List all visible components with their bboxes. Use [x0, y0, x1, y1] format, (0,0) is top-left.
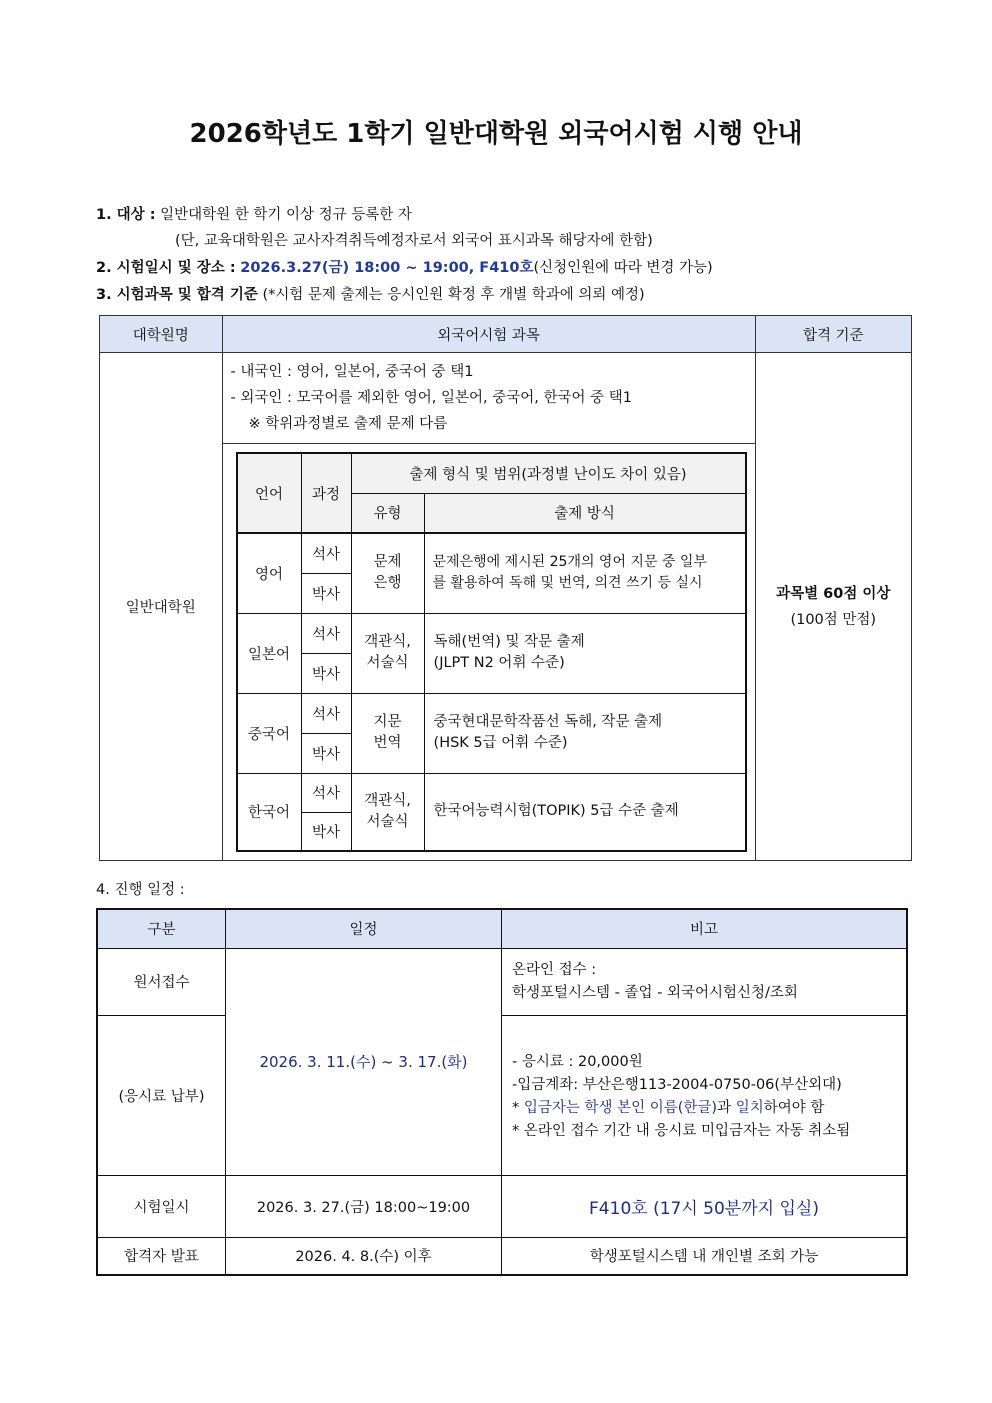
method-line: (HSK 5급 어휘 수준) [433, 735, 568, 751]
exam-remark: F410호 (17시 50분까지 입실) [502, 1175, 908, 1237]
section-1 [96, 203, 412, 224]
type-line: 객관식, [364, 634, 411, 650]
method-line: 문제은행에 제시된 25개의 영어 지문 중 일부 [432, 554, 707, 571]
type-line: 서술식 [366, 813, 409, 830]
page-title: 2026학년도 1학기 일반대학원 외국어시험 시행 안내 [189, 119, 803, 149]
section-2 [96, 256, 713, 277]
course-master: 석사 [301, 613, 351, 653]
type-line: 지문 [373, 714, 402, 730]
rule-prefix: * [512, 1100, 524, 1116]
lang-english: 영어 [237, 533, 302, 613]
fee-name-rule [512, 1097, 896, 1120]
type-line: 은행 [373, 575, 402, 592]
method-chinese [424, 693, 746, 773]
inner-header-lang: 언어 [237, 453, 302, 533]
type-chinese [351, 693, 424, 773]
school-name: 일반대학원 [100, 353, 223, 861]
subjects-table [99, 315, 912, 861]
result-date: 2026. 4. 8.(수) 이후 [226, 1237, 502, 1275]
section-3 [96, 283, 645, 304]
method-korean [424, 773, 746, 851]
type-english [351, 533, 424, 613]
lang-korean: 한국어 [237, 773, 302, 851]
section-1-text: 일반대학원 한 학기 이상 정규 등록한 자 [160, 207, 412, 223]
section-2-label: 2. 시험일시 및 장소 : [96, 260, 236, 276]
schedule-header-category: 구분 [97, 909, 226, 948]
header-school: 대학원명 [100, 316, 223, 353]
fee-cancel-note: * 온라인 접수 기간 내 응시료 미입금자는 자동 취소됨 [512, 1123, 851, 1139]
type-line: 서술식 [366, 655, 409, 671]
method-line: 중국현대문학작품선 독해, 작문 출제 [433, 714, 663, 730]
type-korean [351, 773, 424, 851]
bullet-note: ※ 학위과정별로 출제 문제 다름 [248, 416, 448, 432]
header-subjects: 외국어시험 과목 [222, 316, 755, 353]
type-line: 번역 [373, 735, 402, 751]
bullet-domestic: - 내국인 : 영어, 일본어, 중국어 중 택1 [230, 364, 474, 380]
pass-score: 과목별 60점 이상 [776, 585, 891, 602]
method-line: 를 활용하여 독해 및 번역, 의견 쓰기 등 실시 [432, 575, 703, 592]
lang-chinese: 중국어 [237, 693, 302, 773]
method-line: 독해(번역) 및 작문 출제 [433, 634, 585, 650]
apply-remark [502, 948, 908, 1015]
fee-amount: - 응시료 : 20,000원 [512, 1054, 643, 1070]
rule-highlight: 일치 [735, 1100, 764, 1116]
type-line: 문제 [373, 554, 402, 571]
course-doctor: 박사 [301, 653, 351, 693]
course-doctor: 박사 [301, 733, 351, 773]
pass-note: (100점 만점) [790, 611, 877, 628]
remark-line: 온라인 접수 : [512, 961, 597, 978]
course-master: 석사 [301, 773, 351, 812]
fee-account: -입금계좌: 부산은행113-2004-0750-06(부산외대) [512, 1077, 842, 1093]
row-apply-label: 원서접수 [97, 948, 226, 1015]
lang-japanese: 일본어 [237, 613, 302, 693]
inner-header-course: 과정 [301, 453, 351, 533]
bullet-foreign: - 외국인 : 모국어를 제외한 영어, 일본어, 중국어, 한국어 중 택1 [230, 390, 632, 406]
pass-criteria [755, 353, 911, 861]
row-exam-label: 시험일시 [97, 1175, 226, 1237]
section-1-label: 1. 대상 : [96, 207, 156, 223]
subject-bullets [222, 353, 755, 444]
apply-period: 2026. 3. 11.(수) ~ 3. 17.(화) [226, 948, 502, 1175]
type-japanese [351, 613, 424, 693]
inner-header-method: 출제 방식 [424, 493, 746, 533]
row-result-label: 합격자 발표 [97, 1237, 226, 1275]
method-line: 한국어능력시험(TOPIK) 5급 수준 출제 [433, 803, 679, 820]
rule-highlight: 입금자는 학생 본인 이름(한글) [523, 1100, 718, 1116]
inner-header-format: 출제 형식 및 범위(과정별 난이도 차이 있음) [351, 453, 746, 493]
section-4-label: 4. 진행 일정 : [96, 882, 185, 898]
section-3-note: (*시험 문제 출제는 응시인원 확정 후 개별 학과에 의뢰 예정) [262, 287, 645, 303]
section-1-note: (단, 교육대학원은 교사자격취득예정자로서 외국어 표시과목 해당자에 한함) [175, 233, 653, 249]
exam-date: 2026. 3. 27.(금) 18:00~19:00 [226, 1175, 502, 1237]
fee-remark [502, 1015, 908, 1175]
method-english [424, 533, 746, 613]
subject-detail-table [236, 452, 747, 852]
course-master: 석사 [301, 533, 351, 573]
method-japanese [424, 613, 746, 693]
method-line: (JLPT N2 어휘 수준) [433, 655, 565, 671]
remark-line: 학생포털시스템 - 졸업 - 외국어시험신청/조회 [512, 984, 798, 1001]
course-doctor: 박사 [301, 573, 351, 613]
section-2-note: (신청인원에 따라 변경 가능) [533, 260, 713, 276]
schedule-header-date: 일정 [226, 909, 502, 948]
course-doctor: 박사 [301, 812, 351, 851]
schedule-table [96, 908, 908, 1276]
row-fee-label: (응시료 납부) [97, 1015, 226, 1175]
course-master: 석사 [301, 693, 351, 733]
result-remark: 학생포털시스템 내 개인별 조회 가능 [502, 1237, 908, 1275]
rule-suffix: 하여야 함 [763, 1100, 825, 1116]
inner-header-type: 유형 [351, 493, 424, 533]
header-pass: 합격 기준 [755, 316, 911, 353]
rule-mid: 과 [717, 1100, 736, 1116]
schedule-header-remark: 비고 [502, 909, 908, 948]
subject-detail-cell [222, 444, 755, 861]
type-line: 객관식, [364, 792, 411, 809]
exam-datetime: 2026.3.27(금) 18:00 ~ 19:00, F410호 [240, 260, 534, 276]
section-3-label: 3. 시험과목 및 합격 기준 [96, 287, 258, 303]
